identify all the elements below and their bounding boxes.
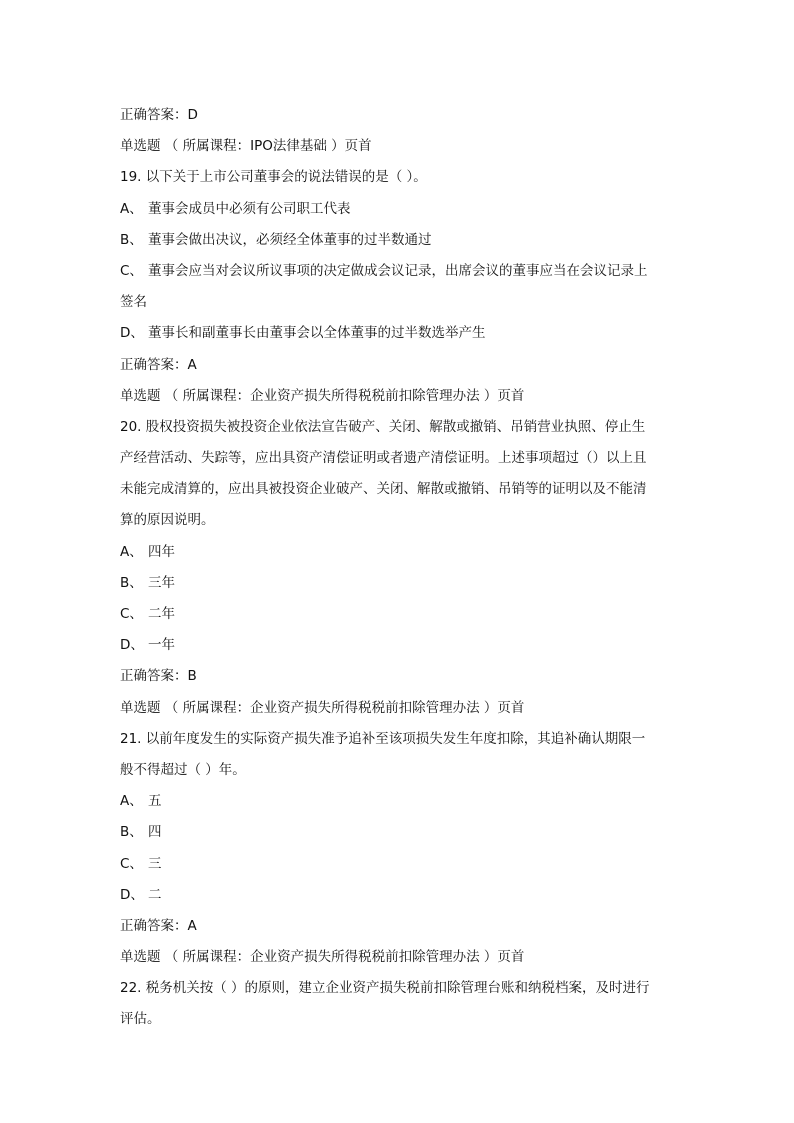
- correct-answer: 正确答案：A: [120, 356, 197, 373]
- option-item: [120, 194, 680, 225]
- option-text: 四: [148, 824, 162, 841]
- question-text: 般不得超过（ ）年。: [120, 761, 246, 778]
- question-text: 20. 股权投资损失被投资企业依法宣告破产、关闭、解散或撤销、吊销营业执照、停止生: [120, 418, 646, 435]
- option-text: 三: [148, 855, 162, 872]
- correct-answer: 正确答案：D: [120, 107, 198, 123]
- option-item: 签名: [120, 294, 147, 311]
- option-letter: B、: [120, 824, 143, 841]
- question-text: 未能完成清算的，应出具被投资企业破产、关闭、解散或撤销、吊销等的证明以及不能清: [120, 481, 647, 498]
- option-item: [120, 256, 680, 287]
- option-item: [120, 568, 680, 599]
- document-page: [120, 100, 680, 1036]
- option-text: 三年: [148, 574, 175, 591]
- question-text: 算的原因说明。: [120, 512, 215, 529]
- question-text: 评估。: [120, 1011, 161, 1028]
- option-text: 五: [148, 793, 162, 810]
- question-text: 22. 税务机关按（ ）的原则，建立企业资产损失税前扣除管理台账和纳税档案，及时进行: [120, 980, 650, 997]
- option-letter: B、: [120, 231, 143, 248]
- question-meta: 单选题 （ 所属课程：企业资产损失所得税税前扣除管理办法 ）页首: [120, 387, 525, 404]
- option-text: 二: [148, 886, 162, 903]
- option-text: 四年: [148, 543, 175, 560]
- option-item: [120, 849, 680, 880]
- option-item: [120, 318, 680, 349]
- option-text: 一年: [148, 637, 175, 654]
- correct-answer: 正确答案：A: [120, 917, 197, 934]
- option-letter: C、: [120, 606, 143, 622]
- option-item: [120, 880, 680, 911]
- option-text: 二年: [148, 606, 175, 622]
- option-item: [120, 599, 680, 630]
- question-meta: 单选题 （ 所属课程：企业资产损失所得税税前扣除管理办法 ）页首: [120, 699, 525, 716]
- option-letter: D、: [120, 637, 144, 654]
- option-text: 董事长和副董事长由董事会以全体董事的过半数选举产生: [148, 325, 486, 342]
- option-text: 董事会成员中必须有公司职工代表: [148, 200, 351, 217]
- option-item: [120, 786, 680, 817]
- question-text: 19. 以下关于上市公司董事会的说法错误的是（ ）。: [120, 169, 427, 186]
- option-letter: D、: [120, 886, 144, 903]
- option-item: [120, 225, 680, 256]
- option-letter: A、: [120, 793, 143, 810]
- question-meta: 单选题 （ 所属课程：IPO法律基础 ）页首: [120, 138, 372, 155]
- option-text: 董事会做出决议，必须经全体董事的过半数通过: [148, 231, 432, 248]
- option-item: [120, 537, 680, 568]
- option-item: [120, 817, 680, 848]
- option-letter: A、: [120, 543, 143, 560]
- option-letter: C、: [120, 855, 143, 872]
- question-meta: 单选题 （ 所属课程：企业资产损失所得税税前扣除管理办法 ）页首: [120, 949, 525, 966]
- question-text: 产经营活动、失踪等，应出具资产清偿证明或者遗产清偿证明。上述事项超过（）以上且: [120, 450, 647, 467]
- correct-answer: 正确答案：B: [120, 668, 197, 685]
- option-item: [120, 630, 680, 661]
- option-letter: A、: [120, 200, 143, 217]
- option-letter: C、: [120, 262, 143, 279]
- question-text: 21. 以前年度发生的实际资产损失准予追补至该项损失发生年度扣除，其追补确认期限一: [120, 730, 646, 747]
- option-letter: D、: [120, 325, 144, 342]
- option-text: 董事会应当对会议所议事项的决定做成会议记录，出席会议的董事应当在会议记录上: [148, 262, 648, 279]
- option-letter: B、: [120, 574, 143, 591]
